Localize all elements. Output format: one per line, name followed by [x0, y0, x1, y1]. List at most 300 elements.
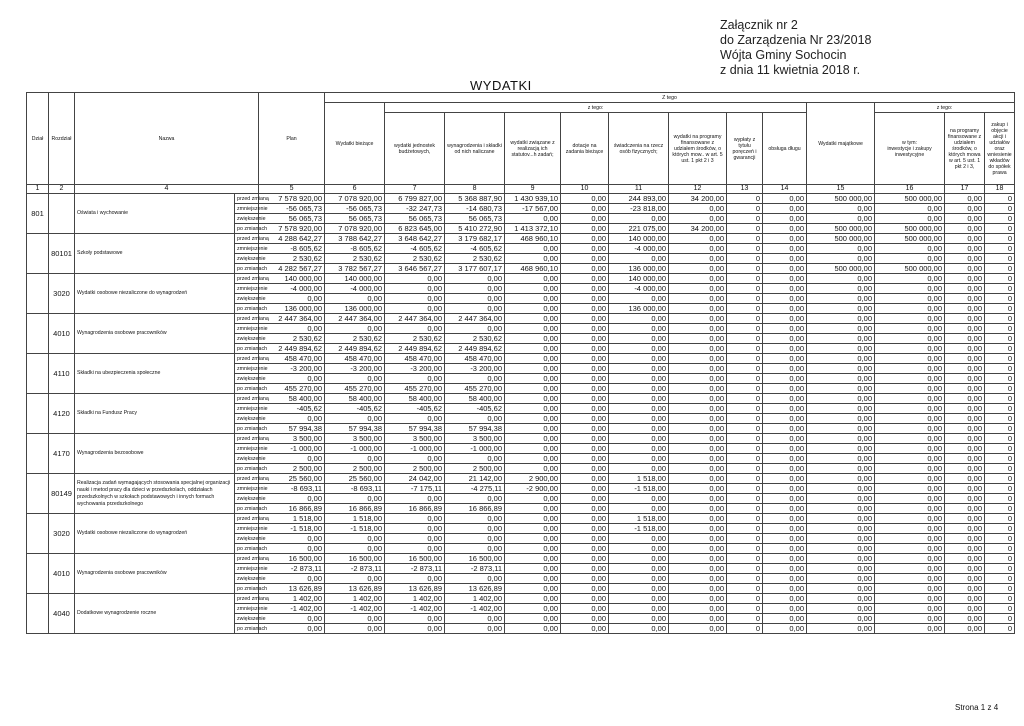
- value-cell: 34 200,00: [669, 194, 727, 204]
- value-cell: -405,62: [445, 404, 505, 414]
- value-cell: 0,00: [669, 214, 727, 224]
- column-number: 2: [49, 185, 75, 194]
- value-cell: 0,00: [609, 494, 669, 504]
- value-cell: 0,00: [561, 494, 609, 504]
- value-cell: 0,00: [505, 604, 561, 614]
- value-cell: 0,00: [385, 284, 445, 294]
- value-cell: 0,00: [445, 574, 505, 584]
- value-cell: 1 518,00: [259, 514, 325, 524]
- value-cell: 0,00: [875, 434, 945, 444]
- value-cell: 0,00: [807, 354, 875, 364]
- value-cell: 0,00: [875, 624, 945, 634]
- table-row: [27, 394, 1015, 404]
- value-cell: 0,00: [561, 344, 609, 354]
- value-cell: 1 518,00: [609, 514, 669, 524]
- value-cell: 0,00: [945, 234, 985, 244]
- value-cell: 0,00: [385, 294, 445, 304]
- value-cell: 0: [727, 544, 763, 554]
- change-type-label: przed zmianą: [235, 314, 259, 324]
- value-cell: 0,00: [945, 364, 985, 374]
- value-cell: 0,00: [945, 284, 985, 294]
- value-cell: 0,00: [763, 354, 807, 364]
- value-cell: 0: [727, 364, 763, 374]
- value-cell: 0,00: [259, 294, 325, 304]
- value-cell: 0,00: [875, 484, 945, 494]
- value-cell: 0,00: [763, 384, 807, 394]
- header-line-1: Załącznik nr 2: [720, 18, 798, 32]
- value-cell: 3 646 567,27: [385, 264, 445, 274]
- change-type-label: zmniejszenie: [235, 564, 259, 574]
- value-cell: 0: [985, 554, 1015, 564]
- value-cell: 0,00: [945, 514, 985, 524]
- value-cell: 5 410 272,90: [445, 224, 505, 234]
- value-cell: 0,00: [561, 444, 609, 454]
- value-cell: 0,00: [945, 394, 985, 404]
- value-cell: 0,00: [259, 614, 325, 624]
- value-cell: 0,00: [669, 234, 727, 244]
- value-cell: 0,00: [259, 414, 325, 424]
- col-nazwa: Nazwa: [75, 93, 259, 185]
- value-cell: 0,00: [385, 614, 445, 624]
- value-cell: 0,00: [763, 454, 807, 464]
- value-cell: 0,00: [945, 334, 985, 344]
- value-cell: 2 449 894,62: [385, 344, 445, 354]
- value-cell: 0,00: [669, 304, 727, 314]
- change-type-label: po zmianach: [235, 424, 259, 434]
- value-cell: 0,00: [325, 294, 385, 304]
- dzial-cell: [27, 554, 49, 594]
- value-cell: 0,00: [875, 494, 945, 504]
- value-cell: 0,00: [669, 554, 727, 564]
- value-cell: 0,00: [561, 274, 609, 284]
- value-cell: 0,00: [763, 244, 807, 254]
- value-cell: -4 000,00: [259, 284, 325, 294]
- value-cell: 16 866,89: [445, 504, 505, 514]
- value-cell: 0,00: [505, 274, 561, 284]
- value-cell: 0,00: [325, 624, 385, 634]
- value-cell: 0,00: [561, 534, 609, 544]
- value-cell: 0,00: [505, 444, 561, 454]
- change-type-label: po zmianach: [235, 384, 259, 394]
- value-cell: 0,00: [505, 294, 561, 304]
- table-row: [27, 474, 1015, 484]
- value-cell: 0,00: [763, 434, 807, 444]
- value-cell: 0,00: [945, 574, 985, 584]
- col-z-tego: z tego:: [385, 103, 807, 113]
- change-type-label: zwiększenie: [235, 374, 259, 384]
- value-cell: 0,00: [763, 364, 807, 374]
- value-cell: 0,00: [609, 464, 669, 474]
- value-cell: 0,00: [609, 554, 669, 564]
- column-number: 1: [27, 185, 49, 194]
- value-cell: 0: [985, 384, 1015, 394]
- value-cell: 13 626,89: [325, 584, 385, 594]
- change-type-label: zwiększenie: [235, 414, 259, 424]
- change-type-label: po zmianach: [235, 504, 259, 514]
- value-cell: 0: [727, 274, 763, 284]
- value-cell: 0,00: [945, 604, 985, 614]
- value-cell: 2 500,00: [445, 464, 505, 474]
- value-cell: 0: [727, 314, 763, 324]
- value-cell: 0,00: [561, 204, 609, 214]
- value-cell: -1 518,00: [609, 524, 669, 534]
- value-cell: 0,00: [561, 314, 609, 324]
- value-cell: 0: [985, 274, 1015, 284]
- rozdzial-cell: [49, 194, 75, 234]
- value-cell: 0,00: [945, 224, 985, 234]
- value-cell: 0,00: [807, 304, 875, 314]
- value-cell: 0,00: [561, 414, 609, 424]
- value-cell: 0,00: [945, 294, 985, 304]
- value-cell: 0: [985, 474, 1015, 484]
- value-cell: 0,00: [807, 414, 875, 424]
- value-cell: 2 447 364,00: [445, 314, 505, 324]
- value-cell: 0,00: [807, 554, 875, 564]
- table-row: [27, 514, 1015, 524]
- value-cell: 0,00: [945, 434, 985, 444]
- value-cell: -3 200,00: [385, 364, 445, 374]
- value-cell: 0,00: [385, 534, 445, 544]
- value-cell: 0,00: [945, 624, 985, 634]
- value-cell: -3 200,00: [259, 364, 325, 374]
- value-cell: 0: [727, 344, 763, 354]
- value-cell: 0: [985, 344, 1015, 354]
- value-cell: -7 175,11: [385, 484, 445, 494]
- value-cell: 0: [727, 254, 763, 264]
- value-cell: 0,00: [505, 434, 561, 444]
- value-cell: 0,00: [561, 384, 609, 394]
- value-cell: 0,00: [875, 544, 945, 554]
- value-cell: 0,00: [945, 524, 985, 534]
- value-cell: 0,00: [807, 344, 875, 354]
- value-cell: -4 000,00: [609, 244, 669, 254]
- value-cell: 140 000,00: [609, 234, 669, 244]
- value-cell: 0,00: [763, 494, 807, 504]
- value-cell: 140 000,00: [259, 274, 325, 284]
- value-cell: 0,00: [807, 314, 875, 324]
- value-cell: 0,00: [807, 294, 875, 304]
- value-cell: 13 626,89: [385, 584, 445, 594]
- value-cell: 0,00: [763, 324, 807, 334]
- value-cell: -4 605,62: [385, 244, 445, 254]
- col-swiadczenia: świadczenia na rzecz osób fizycznych;: [609, 113, 669, 185]
- value-cell: 0: [727, 494, 763, 504]
- value-cell: 0: [985, 374, 1015, 384]
- col-na-programy: na programy finansowane z udziałem środków, o których mowa w art. 5 ust. 1 pkt 2 i 3,: [945, 113, 985, 185]
- value-cell: 0,00: [385, 454, 445, 464]
- value-cell: 0,00: [561, 394, 609, 404]
- value-cell: 0: [727, 614, 763, 624]
- value-cell: 0,00: [807, 334, 875, 344]
- value-cell: 0,00: [561, 484, 609, 494]
- value-cell: 0,00: [875, 574, 945, 584]
- value-cell: 0,00: [505, 364, 561, 374]
- value-cell: 0,00: [445, 414, 505, 424]
- value-cell: 0,00: [445, 284, 505, 294]
- value-cell: 0,00: [505, 594, 561, 604]
- value-cell: 0,00: [669, 494, 727, 504]
- header-line-3: Wójta Gminy Sochocin: [720, 48, 847, 62]
- value-cell: 0,00: [669, 614, 727, 624]
- value-cell: 0: [727, 464, 763, 474]
- table-row: [27, 194, 1015, 204]
- value-cell: 136 000,00: [259, 304, 325, 314]
- col-wydatki-jednostek: wydatki jednostek budżetowych,: [385, 113, 445, 185]
- value-cell: 0,00: [609, 594, 669, 604]
- value-cell: 0,00: [807, 324, 875, 334]
- value-cell: 0: [985, 314, 1015, 324]
- value-cell: 0,00: [669, 464, 727, 474]
- value-cell: 0,00: [875, 584, 945, 594]
- nazwa-cell: Składki na ubezpieczenia społeczne: [75, 354, 235, 394]
- value-cell: 0,00: [505, 524, 561, 534]
- value-cell: 0,00: [609, 564, 669, 574]
- dzial-cell: [27, 234, 49, 274]
- value-cell: 0,00: [445, 494, 505, 504]
- value-cell: -56 065,73: [325, 204, 385, 214]
- value-cell: 5 368 887,90: [445, 194, 505, 204]
- nazwa-cell: Składki na Fundusz Pracy: [75, 394, 235, 434]
- value-cell: 0,00: [875, 464, 945, 474]
- table-row: [27, 434, 1015, 444]
- value-cell: 1 413 372,10: [505, 224, 561, 234]
- value-cell: 458 470,00: [325, 354, 385, 364]
- value-cell: 0,00: [561, 514, 609, 524]
- value-cell: 4 282 567,27: [259, 264, 325, 274]
- value-cell: 0,00: [945, 274, 985, 284]
- value-cell: 0,00: [505, 354, 561, 364]
- value-cell: 2 530,62: [325, 334, 385, 344]
- value-cell: 0: [727, 564, 763, 574]
- value-cell: 0,00: [945, 264, 985, 274]
- value-cell: 0: [727, 454, 763, 464]
- value-cell: 1 402,00: [325, 594, 385, 604]
- value-cell: 0,00: [561, 454, 609, 464]
- value-cell: 0,00: [259, 534, 325, 544]
- value-cell: 0,00: [669, 344, 727, 354]
- nazwa-cell: Realizacja zadań wymagających stosowania specjalnej organizacji nauki i metod pracy dla dzieci w przedszkolach, oddziałach przedszkolnych w szkołach podstawowych i innych formach wychowania przedszkolnego: [75, 474, 235, 514]
- value-cell: 0: [727, 304, 763, 314]
- value-cell: 0: [985, 194, 1015, 204]
- value-cell: 0,00: [385, 374, 445, 384]
- value-cell: 0: [985, 354, 1015, 364]
- value-cell: 0,00: [875, 344, 945, 354]
- value-cell: 0,00: [875, 564, 945, 574]
- change-type-label: zwiększenie: [235, 334, 259, 344]
- value-cell: 0: [727, 234, 763, 244]
- value-cell: 0,00: [669, 384, 727, 394]
- value-cell: 0,00: [669, 444, 727, 454]
- value-cell: -4 000,00: [325, 284, 385, 294]
- value-cell: 0,00: [259, 494, 325, 504]
- value-cell: 16 866,89: [385, 504, 445, 514]
- value-cell: 0,00: [561, 254, 609, 264]
- value-cell: 2 530,62: [445, 254, 505, 264]
- value-cell: 0,00: [561, 594, 609, 604]
- change-type-label: po zmianach: [235, 464, 259, 474]
- value-cell: 0,00: [609, 324, 669, 334]
- value-cell: 0,00: [669, 324, 727, 334]
- value-cell: -1 518,00: [609, 484, 669, 494]
- value-cell: 140 000,00: [609, 274, 669, 284]
- nazwa-cell: Wydatki osobowe niezaliczone do wynagrodzeń: [75, 274, 235, 314]
- value-cell: 0: [727, 604, 763, 614]
- value-cell: 0,00: [609, 414, 669, 424]
- value-cell: 0,00: [609, 374, 669, 384]
- value-cell: 0,00: [669, 454, 727, 464]
- value-cell: 0,00: [445, 624, 505, 634]
- value-cell: 0,00: [561, 604, 609, 614]
- value-cell: 0,00: [561, 624, 609, 634]
- value-cell: 0,00: [505, 254, 561, 264]
- value-cell: 57 994,38: [445, 424, 505, 434]
- value-cell: 0,00: [763, 484, 807, 494]
- value-cell: 0,00: [945, 244, 985, 254]
- value-cell: 0,00: [875, 294, 945, 304]
- value-cell: 13 626,89: [445, 584, 505, 594]
- dzial-cell: [27, 394, 49, 434]
- value-cell: 0,00: [259, 574, 325, 584]
- value-cell: 0,00: [763, 394, 807, 404]
- value-cell: 0,00: [945, 374, 985, 384]
- value-cell: 0,00: [945, 194, 985, 204]
- value-cell: 0: [985, 484, 1015, 494]
- value-cell: 458 470,00: [445, 354, 505, 364]
- column-number: 18: [985, 185, 1015, 194]
- value-cell: 0,00: [669, 474, 727, 484]
- value-cell: 0,00: [807, 604, 875, 614]
- value-cell: 7 078 920,00: [325, 194, 385, 204]
- value-cell: 0,00: [763, 594, 807, 604]
- value-cell: 1 402,00: [385, 594, 445, 604]
- value-cell: -23 818,00: [609, 204, 669, 214]
- value-cell: -2 873,11: [325, 564, 385, 574]
- value-cell: 6 799 827,00: [385, 194, 445, 204]
- value-cell: 0,00: [561, 564, 609, 574]
- value-cell: 2 900,00: [505, 474, 561, 484]
- value-cell: 500 000,00: [807, 224, 875, 234]
- value-cell: 0,00: [945, 534, 985, 544]
- value-cell: 0,00: [505, 334, 561, 344]
- value-cell: -1 402,00: [445, 604, 505, 614]
- value-cell: 0,00: [945, 464, 985, 474]
- value-cell: 0,00: [445, 454, 505, 464]
- value-cell: 0,00: [763, 204, 807, 214]
- value-cell: 0,00: [875, 284, 945, 294]
- value-cell: 0,00: [763, 264, 807, 274]
- value-cell: 2 530,62: [385, 334, 445, 344]
- value-cell: 0: [985, 584, 1015, 594]
- value-cell: 0,00: [561, 524, 609, 534]
- value-cell: 0,00: [945, 404, 985, 414]
- value-cell: 0,00: [763, 464, 807, 474]
- value-cell: 0,00: [609, 384, 669, 394]
- value-cell: 0,00: [561, 304, 609, 314]
- value-cell: 0: [727, 414, 763, 424]
- value-cell: 3 500,00: [385, 434, 445, 444]
- value-cell: 0,00: [945, 614, 985, 624]
- value-cell: 0: [985, 534, 1015, 544]
- value-cell: 0: [985, 394, 1015, 404]
- value-cell: 0,00: [561, 224, 609, 234]
- value-cell: 2 530,62: [259, 254, 325, 264]
- value-cell: 0,00: [945, 564, 985, 574]
- value-cell: 0: [985, 284, 1015, 294]
- value-cell: 0,00: [763, 194, 807, 204]
- value-cell: -1 518,00: [259, 524, 325, 534]
- value-cell: 0,00: [669, 334, 727, 344]
- value-cell: 0,00: [561, 214, 609, 224]
- value-cell: 16 500,00: [325, 554, 385, 564]
- value-cell: 0,00: [945, 504, 985, 514]
- rozdzial-cell: 4120: [49, 394, 75, 434]
- value-cell: 0: [727, 514, 763, 524]
- value-cell: 136 000,00: [609, 264, 669, 274]
- value-cell: 0,00: [807, 464, 875, 474]
- value-cell: 0,00: [763, 274, 807, 284]
- value-cell: 16 500,00: [445, 554, 505, 564]
- value-cell: 0: [985, 504, 1015, 514]
- value-cell: 0: [727, 284, 763, 294]
- value-cell: 0,00: [807, 404, 875, 414]
- value-cell: 0,00: [609, 314, 669, 324]
- value-cell: 0,00: [609, 604, 669, 614]
- value-cell: 0: [727, 444, 763, 454]
- value-cell: 2 500,00: [385, 464, 445, 474]
- value-cell: 0,00: [445, 534, 505, 544]
- value-cell: 0,00: [875, 614, 945, 624]
- value-cell: 0: [727, 194, 763, 204]
- rozdzial-cell: 4040: [49, 594, 75, 634]
- value-cell: 1 430 939,10: [505, 194, 561, 204]
- value-cell: 0,00: [505, 394, 561, 404]
- value-cell: 0,00: [875, 384, 945, 394]
- value-cell: 0,00: [807, 214, 875, 224]
- value-cell: 0,00: [763, 514, 807, 524]
- value-cell: 0,00: [763, 544, 807, 554]
- value-cell: 0,00: [259, 544, 325, 554]
- value-cell: 0,00: [505, 554, 561, 564]
- value-cell: 0: [985, 254, 1015, 264]
- col-wydatki-programy: wydatki na programy finansowane z udziałem środków, o których mow.. w art. 5 ust. 1 pkt 2 i 3: [669, 113, 727, 185]
- value-cell: 0: [985, 514, 1015, 524]
- page-footer: Strona 1 z 4: [955, 703, 999, 712]
- value-cell: 0,00: [945, 354, 985, 364]
- column-number: 17: [945, 185, 985, 194]
- value-cell: -3 200,00: [325, 364, 385, 374]
- change-type-label: zwiększenie: [235, 454, 259, 464]
- value-cell: 0,00: [875, 274, 945, 284]
- value-cell: 0,00: [945, 314, 985, 324]
- value-cell: 0,00: [325, 534, 385, 544]
- value-cell: 0,00: [669, 514, 727, 524]
- value-cell: 1 518,00: [325, 514, 385, 524]
- value-cell: 0,00: [763, 534, 807, 544]
- value-cell: 0,00: [669, 574, 727, 584]
- value-cell: -2 900,00: [505, 484, 561, 494]
- value-cell: 25 560,00: [259, 474, 325, 484]
- value-cell: 0,00: [669, 314, 727, 324]
- value-cell: 0,00: [505, 324, 561, 334]
- value-cell: 0: [727, 534, 763, 544]
- value-cell: 0,00: [669, 624, 727, 634]
- value-cell: 0: [985, 564, 1015, 574]
- value-cell: -56 065,73: [259, 204, 325, 214]
- value-cell: -2 873,11: [385, 564, 445, 574]
- value-cell: 455 270,00: [385, 384, 445, 394]
- value-cell: 3 177 607,17: [445, 264, 505, 274]
- value-cell: 0,00: [505, 544, 561, 554]
